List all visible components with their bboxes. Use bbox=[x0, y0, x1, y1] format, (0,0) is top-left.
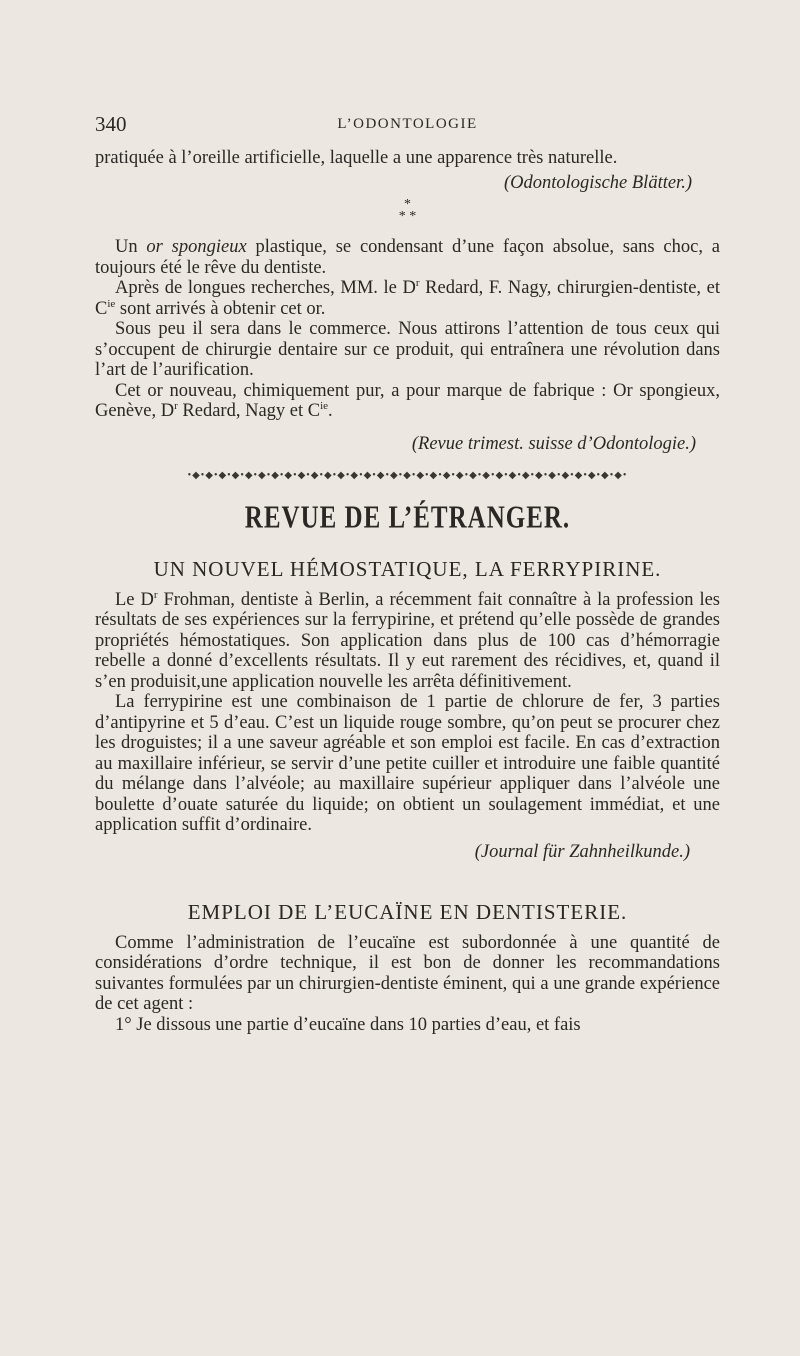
ferrypirine-title: UN NOUVEL HÉMOSTATIQUE, LA FERRYPIRINE. bbox=[153, 557, 662, 581]
intro-source: (Odontologische Blätter.) bbox=[503, 172, 692, 193]
page-body bbox=[95, 148, 720, 1035]
text-run: Redard, Nagy et C bbox=[177, 401, 321, 421]
text-run: sont arrivés à obtenir cet or. bbox=[115, 298, 326, 319]
eucaine-paragraph-1: Comme l’administration de l’eucaïne est subordonnée à une quantité de considérations d’ordre technique, il est bon de donner les recommandations suivantes formulées par un chirurgien-dentiste éminent, qui a une grande expérience de cet agent : bbox=[95, 932, 720, 1014]
journal-title: L’ODONTOLOGIE bbox=[337, 116, 478, 132]
superscript: r bbox=[415, 276, 420, 289]
ferrypirine-paragraph-1 bbox=[95, 590, 720, 693]
text-run: Un bbox=[115, 237, 147, 257]
ferrypirine-source: (Journal für Zahnheilkunde.) bbox=[474, 841, 690, 862]
or-spongieux-paragraph-4 bbox=[95, 381, 720, 422]
asterism-top: * bbox=[404, 197, 411, 212]
text-run: Frohman, dentiste à Berlin, a récemment fait connaître à la profession les résultats de ses expériences sur la ferrypirine, et prétend qu’elle possède de grandes propriétés hémostatiques. Son application dans plus de 100 cas d’hémorragie rebelle a donné d’excellents résultats. Il y eut rarement des récidives, et, quand il s’en produisit,une application nouvelle les arrêta définitivement. bbox=[95, 589, 720, 692]
text-run: . bbox=[328, 401, 333, 421]
text-run: Redard, F. Nagy, chirurgien-dentiste, et C bbox=[95, 278, 720, 319]
running-head bbox=[95, 112, 720, 136]
eucaine-title: EMPLOI DE L’EUCAÏNE EN DENTISTERIE. bbox=[187, 900, 628, 924]
asterism bbox=[95, 199, 720, 223]
ornamental-divider: •◆•◆•◆•◆•◆•◆•◆•◆•◆•◆•◆•◆•◆•◆•◆•◆•◆•◆•◆•◆•◆•◆•◆•◆•◆•◆•◆•◆•◆•◆•◆•◆•◆• bbox=[187, 470, 628, 481]
text-run: Cet or nouveau, chimiquement pur, a pour marque de fabrique : Or spongieux, Genève, D bbox=[95, 380, 720, 421]
superscript: ie bbox=[320, 399, 329, 412]
or-spongieux-source: (Revue trimest. suisse d’Odontologie.) bbox=[411, 433, 696, 454]
emphasis-or-spongieux: or spongieux bbox=[146, 237, 247, 257]
or-spongieux-paragraph-2 bbox=[95, 278, 720, 319]
intro-paragraph: pratiquée à l’oreille artificielle, laquelle a une apparence très naturelle. bbox=[95, 148, 618, 168]
eucaine-paragraph-2: 1° Je dissous une partie d’eucaïne dans 10 parties d’eau, et fais bbox=[115, 1014, 581, 1035]
superscript: ie bbox=[107, 297, 116, 310]
asterism-bottom: * * bbox=[398, 209, 417, 224]
superscript: r bbox=[174, 399, 178, 412]
text-run: plastique, se condensant d’une façon absolue, sans choc, a toujours été le rêve du dentiste. bbox=[95, 237, 720, 278]
section-title: REVUE DE L’ÉTRANGER. bbox=[244, 500, 571, 535]
page-number: 340 bbox=[95, 112, 127, 136]
or-spongieux-paragraph-3: Sous peu il sera dans le commerce. Nous attirons l’attention de tous ceux qui s’occupent de chirurgie dentaire sur ce produit, qui entraînera une révolution dans l’art de l’aurification. bbox=[95, 319, 720, 380]
text-run: Le D bbox=[115, 589, 154, 610]
text-run: Après de longues recherches, MM. le D bbox=[115, 278, 416, 298]
ferrypirine-paragraph-2: La ferrypirine est une combinaison de 1 partie de chlorure de fer, 3 parties d’antipyrine et 5 d’eau. C’est un liquide rouge sombre, qu’on peut se procurer chez les droguistes; il a une saveur agréable et son emploi est facile. En cas d’extraction au maxillaire inférieur, se servir d’une petite cuiller et introduire une faible quantité du mélange dans l’alvéole; au maxillaire supérieur appliquer dans l’alvéole une boulette d’ouate saturée du liquide; on obtient un soulagement immédiat, et une application suffit d’ordinaire. bbox=[95, 692, 720, 835]
superscript: r bbox=[153, 588, 158, 601]
or-spongieux-paragraph-1 bbox=[95, 237, 720, 278]
